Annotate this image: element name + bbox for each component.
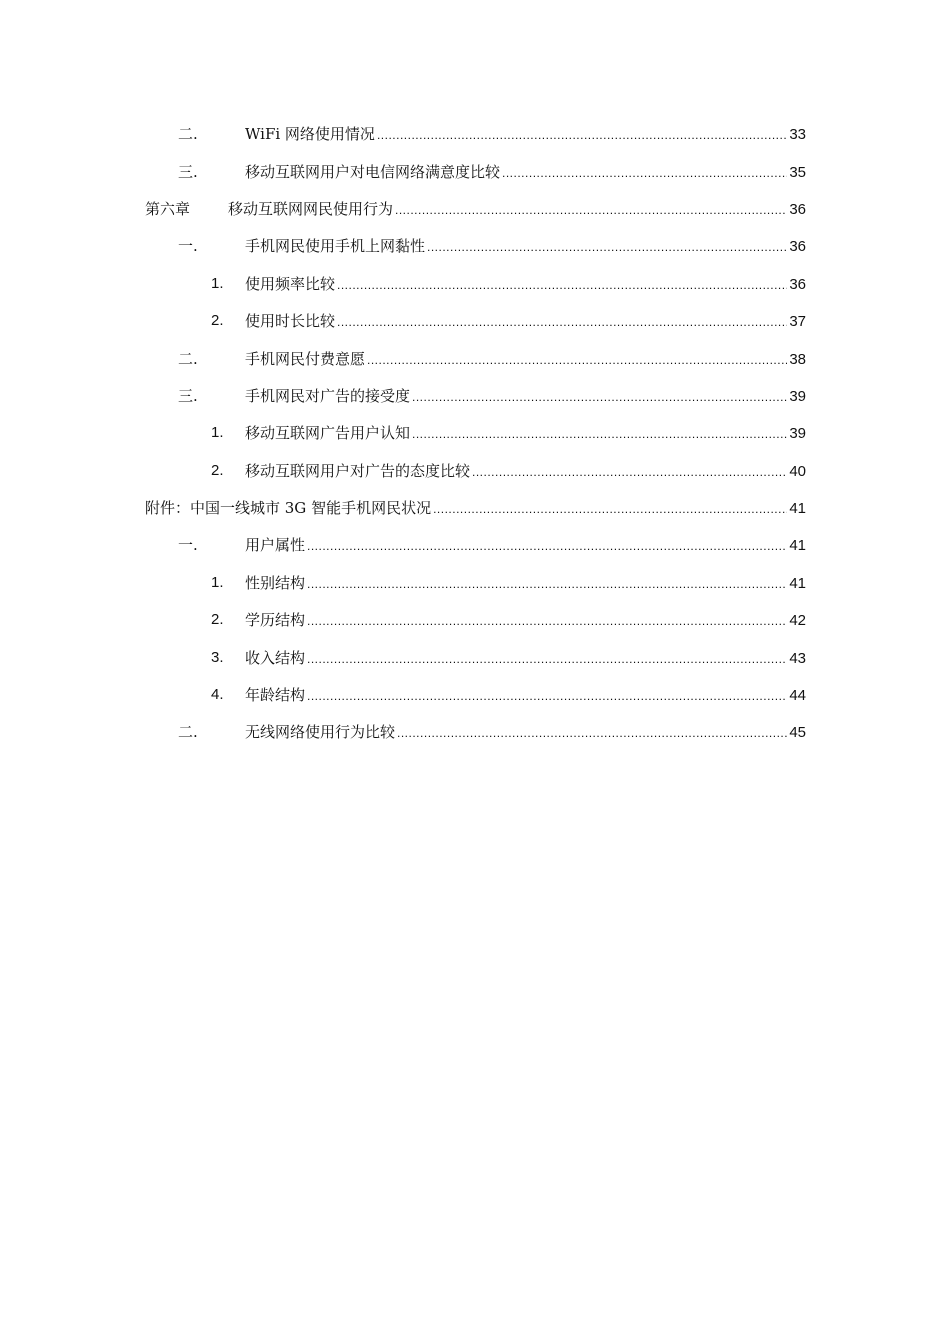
toc-entry[interactable] (0, 601, 950, 638)
toc-entry-title: 学历结构 (245, 611, 306, 630)
toc-entry-title: 使用时长比较 (245, 312, 336, 331)
toc-entry-number: 三. (178, 162, 198, 181)
toc-dot-leader (307, 652, 787, 666)
toc-entry-title: 手机网民对广告的接受度 (245, 386, 411, 405)
toc-entry-page: 36 (789, 238, 806, 256)
toc-entry-title: 移动互联网用户对电信网络满意度比较 (245, 162, 501, 181)
toc-dot-leader (395, 203, 787, 217)
toc-entry-title: 性别结构 (245, 573, 306, 592)
toc-entry-page: 43 (789, 649, 806, 667)
toc-entry[interactable] (0, 489, 950, 526)
toc-entry-page: 39 (789, 425, 806, 443)
toc-entry[interactable] (0, 115, 950, 152)
toc-entry-number: 第六章 (145, 199, 191, 218)
toc-entry-page: 36 (789, 275, 806, 293)
toc-entry-number: 1. (211, 274, 224, 292)
toc-entry-number: 2. (211, 461, 224, 479)
toc-dot-leader (412, 390, 787, 404)
toc-entry-page: 41 (789, 574, 806, 592)
toc-entry-number: 2. (211, 611, 224, 629)
toc-dot-leader (337, 315, 787, 329)
toc-entry-body (245, 721, 806, 742)
toc-entry-body (245, 235, 806, 256)
toc-entry-title: WiFi 网络使用情况 (245, 125, 375, 144)
toc-entry[interactable] (0, 713, 950, 750)
toc-entry-title: 附件：中国一线城市 3G 智能手机网民状况 (145, 499, 432, 518)
toc-entry-title: 收入结构 (245, 648, 306, 667)
toc-entry-page: 41 (789, 537, 806, 555)
toc-entry-number: 一. (178, 536, 198, 555)
toc-entry-number: 二. (178, 349, 198, 368)
toc-entry-number: 三. (178, 386, 198, 405)
toc-entry-number: 1. (211, 424, 224, 442)
toc-entry-number: 2. (211, 312, 224, 330)
toc-entry-page: 39 (789, 387, 806, 405)
toc-entry[interactable] (0, 526, 950, 563)
toc-entry-title: 用户属性 (245, 536, 306, 555)
toc-entry-body (228, 198, 806, 219)
toc-entry-page: 38 (789, 350, 806, 368)
toc-entry-body (245, 273, 806, 294)
toc-entry-body (145, 497, 806, 518)
toc-entry-title: 移动互联网广告用户认知 (245, 424, 411, 443)
toc-entry-page: 42 (789, 612, 806, 630)
toc-entry[interactable] (0, 227, 950, 264)
toc-entry[interactable] (0, 414, 950, 451)
toc-entry-title: 无线网络使用行为比较 (245, 723, 396, 742)
toc-entry-title: 移动互联网用户对广告的态度比较 (245, 461, 471, 480)
toc-entry-page: 41 (789, 500, 806, 518)
toc-entry-body (245, 123, 806, 144)
toc-entry[interactable] (0, 339, 950, 376)
toc-entry[interactable] (0, 452, 950, 489)
toc-entry-body (245, 348, 806, 369)
toc-entry-number: 一. (178, 237, 198, 256)
toc-dot-leader (502, 166, 787, 180)
toc-entry-body (245, 422, 806, 443)
toc-entry-number: 3. (211, 648, 224, 666)
toc-entry-page: 45 (789, 724, 806, 742)
toc-entry[interactable] (0, 265, 950, 302)
toc-entry-body (245, 161, 806, 182)
toc-dot-leader (307, 614, 787, 628)
toc-dot-leader (307, 539, 787, 553)
toc-entry-page: 33 (789, 126, 806, 144)
toc-dot-leader (472, 465, 787, 479)
toc-entry-title: 年龄结构 (245, 686, 306, 705)
toc-entry-body (245, 684, 806, 705)
toc-entry[interactable] (0, 190, 950, 227)
toc-dot-leader (433, 502, 787, 516)
toc-entry-body (245, 385, 806, 406)
toc-entry-body (245, 310, 806, 331)
toc-dot-leader (307, 577, 787, 591)
table-of-contents (0, 115, 950, 751)
toc-entry-title: 手机网民付费意愿 (245, 349, 366, 368)
toc-entry-title: 使用频率比较 (245, 274, 336, 293)
toc-entry[interactable] (0, 638, 950, 675)
toc-dot-leader (337, 278, 787, 292)
toc-dot-leader (367, 353, 787, 367)
toc-entry-title: 移动互联网网民使用行为 (228, 199, 394, 218)
toc-entry-page: 36 (789, 200, 806, 218)
toc-entry-body (245, 572, 806, 593)
toc-entry-page: 44 (789, 687, 806, 705)
toc-entry-page: 35 (789, 163, 806, 181)
toc-entry-body (245, 609, 806, 630)
toc-entry-number: 1. (211, 573, 224, 591)
toc-entry-body (245, 534, 806, 555)
toc-dot-leader (427, 240, 787, 254)
toc-entry[interactable] (0, 564, 950, 601)
toc-dot-leader (307, 689, 787, 703)
toc-entry-page: 40 (789, 462, 806, 480)
toc-entry-body (245, 647, 806, 668)
toc-dot-leader (412, 427, 787, 441)
toc-dot-leader (397, 726, 787, 740)
toc-entry[interactable] (0, 302, 950, 339)
toc-entry-body (245, 460, 806, 481)
toc-entry-title: 手机网民使用手机上网黏性 (245, 237, 426, 256)
toc-entry[interactable] (0, 676, 950, 713)
toc-entry-number: 4. (211, 686, 224, 704)
toc-entry[interactable] (0, 377, 950, 414)
toc-entry-number: 二. (178, 125, 198, 144)
toc-entry[interactable] (0, 152, 950, 189)
toc-dot-leader (377, 128, 787, 142)
toc-entry-page: 37 (789, 313, 806, 331)
toc-entry-number: 二. (178, 723, 198, 742)
